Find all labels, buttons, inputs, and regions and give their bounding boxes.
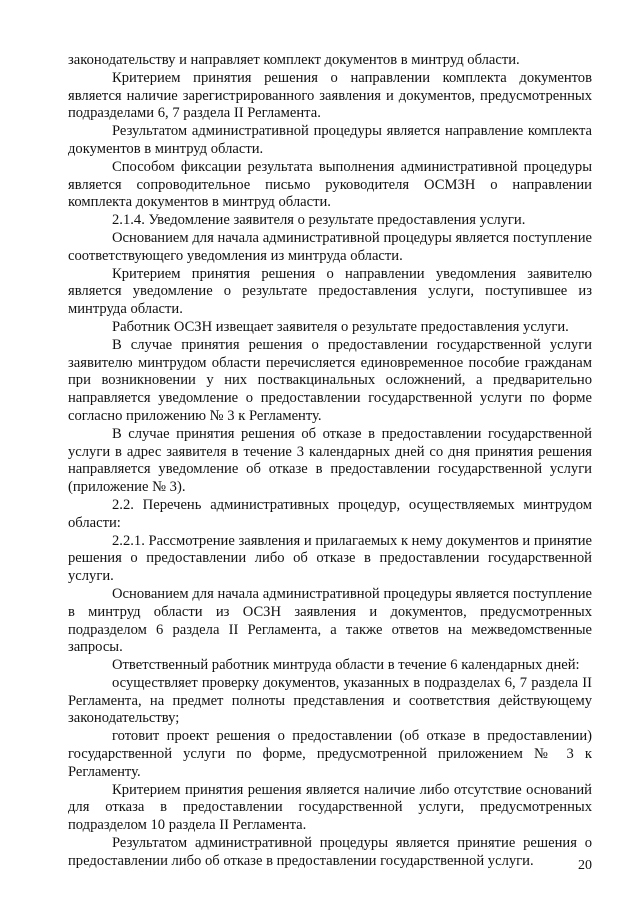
page-number: 20	[578, 858, 592, 873]
paragraph: 2.1.4. Уведомление заявителя о результате предоставления услуги.	[112, 212, 526, 229]
paragraph: 2.2. Перечень административных процедур, осуществляемых минтрудом области:	[68, 496, 592, 531]
paragraph: Работник ОСЗН извещает заявителя о результате предоставления услуги.	[112, 318, 569, 335]
paragraph: Критерием принятия решения является наличие либо отсутствие оснований для отказа в предоставлении государственной услуги, предусмотренных подразделом 10 раздела II Регламента.	[68, 781, 592, 834]
document-page	[68, 52, 592, 871]
paragraph: готовит проект решения о предоставлении (об отказе в предоставлении) государственной услуги по форме, предусмотренной приложением № 3 к Регламенту.	[68, 728, 592, 780]
paragraph: Результатом административной процедуры является принятие решения о предоставлении либо об отказе в предоставлении государственной услуги.	[68, 835, 592, 869]
paragraph: Ответственный работник минтруда области в течение 6 календарных дней:	[112, 657, 580, 674]
paragraph: 2.2.1. Рассмотрение заявления и прилагаемых к нему документов и принятие решения о предоставлении либо об отказе в предоставлении государственной услуги.	[68, 532, 592, 585]
paragraph: законодательству и направляет комплект документов в минтруд области.	[68, 52, 520, 68]
paragraph: Основанием для начала административной процедуры является поступление в минтруд области из ОСЗН заявления и документов, предусмотренных подразделом 6 раздела II Регламента, а также ответов на межведомственные запросы.	[68, 585, 592, 656]
paragraph: Критерием принятия решения о направлении уведомления заявителю является уведомление о результате предоставления услуги, поступившее из минтруда области.	[68, 265, 592, 318]
paragraph: осуществляет проверку документов, указанных в подразделах 6, 7 раздела II Регламента, на предмет полноты представления и соответствия действующему законодательству;	[68, 674, 592, 727]
paragraph: Критерием принятия решения о направлении комплекта документов является наличие зарегистрированного заявления и документов, предусмотренных подразделами 6, 7 раздела II Регламента.	[68, 69, 592, 122]
paragraph: Способом фиксации результата выполнения административной процедуры является сопроводительное письмо руководителя ОСМЗН о направлении комплекта документов в минтруд области.	[68, 158, 592, 211]
paragraph: В случае принятия решения о предоставлении государственной услуги заявителю минтрудом области перечисляется единовременное пособие гражданам при возникновении у них поствакцинальных осложнений, а предварительно направляется уведомление о предоставлении государственной услуги по форме согласно приложению № 3 к Регламенту.	[68, 336, 592, 424]
paragraph: Результатом административной процедуры является направление комплекта документов в минтруд области.	[68, 123, 592, 157]
paragraph: Основанием для начала административной процедуры является поступление соответствующего уведомления из минтруда области.	[68, 229, 592, 264]
paragraph: В случае принятия решения об отказе в предоставлении государственной услуги в адрес заявителя в течение 3 календарных дней со дня принятия решения направляется уведомление об отказе в предоставлении государственной услуги (приложение № 3).	[68, 425, 592, 496]
